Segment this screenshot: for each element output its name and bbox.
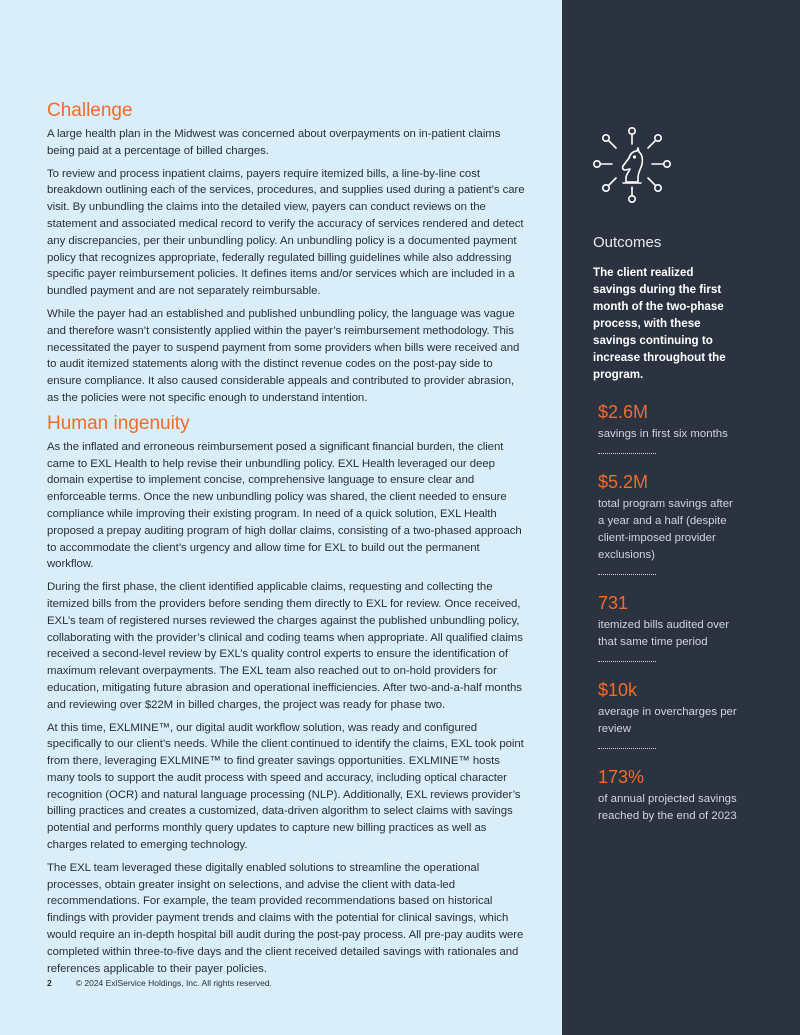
stat-description: itemized bills audited over that same time period <box>598 619 730 648</box>
stat-description: total program savings after a year and a half (despite client-imposed provider exclusions) <box>598 498 733 561</box>
stat-item <box>598 470 738 575</box>
stat-item <box>598 765 738 825</box>
challenge-paragraph: To review and process inpatient claims, payers require itemized bills, a line-by-line cost breakdown outlining each of the services, procedures, and supplies used during a patient’s care visit. By unbundling the claims into the detailed view, payers can conduct reviews on the statement and associated medical record to verify the accuracy of services rendered and detect any discrepancies, per their unbundling policy. An unbundling policy is a documented payment policy that recognizes appropriate, federally regulated billing guidelines while also addressing specific payer reimbursement policies. It defines items and/or services which are included in a bundled payment and are not separately reimbursable. <box>47 167 525 298</box>
copyright-text: © 2024 ExlService Holdings, Inc. All rights reserved. <box>75 978 272 988</box>
human-ingenuity-paragraph: As the inflated and erroneous reimbursement posed a significant financial burden, the client came to EXL Health to help revise their unbundling policy. EXL Health leveraged our deep domain expertise to implement concise, comprehensive language to ensure clear and enforceable terms. Once the new unbundling policy was shared, the client needed to ensure compliance while improving their existing program. In need of a quick solution, EXL Health proposed a prepay auditing program of high dollar claims, consisting of a two-phased approach to accommodate the client’s urgency and allow time for EXL to build out the permanent workflow. <box>47 440 522 571</box>
challenge-paragraph: While the payer had an established and published unbundling policy, the language was vague and therefore wasn’t consistently applied within the payer’s reimbursement methodology. This necessitated the payer to suspend payment from some providers when bills were received and to audit itemized statements along with the distinct revenue codes on the post-pay side to ensure compliance. It also caused considerable appeals and contributed to provider abrasion, as the policies were not specific enough to understand intention. <box>47 307 520 404</box>
stat-item <box>598 400 738 454</box>
stat-value: $5.2M <box>598 472 649 492</box>
stat-divider <box>598 453 656 454</box>
outcomes-stats <box>598 400 738 841</box>
stat-description: average in overcharges per review <box>598 706 737 735</box>
stat-item <box>598 678 738 749</box>
outcomes-heading: Outcomes <box>593 234 662 251</box>
stat-divider <box>598 574 656 575</box>
challenge-section <box>47 100 525 407</box>
stat-value: $2.6M <box>598 402 649 422</box>
chess-knight-network-icon <box>592 126 672 206</box>
stat-divider <box>598 661 656 662</box>
stat-value: 731 <box>598 593 629 613</box>
page-footer <box>47 978 272 988</box>
human-ingenuity-paragraph: During the first phase, the client identified applicable claims, requesting and collecting the itemized bills from the providers before sending them directly to EXL for review. Once received, EXL’s team of registered nurses reviewed the charges against the published unbundling policy, collaborating with the provider’s clinical and coding teams when appropriate. All qualified claims received a second-level review by EXL’s quality control experts to ensure the identification of maximum relevant overpayments. The EXL team also reached out to on-hold providers for education, mitigating future abrasion and operational inefficiencies. After two-and-a-half months and reviewing over $22M in billed charges, the project was ready for phase two. <box>47 581 523 711</box>
challenge-heading: Challenge <box>47 100 133 121</box>
stat-description: savings in first six months <box>598 428 728 440</box>
human-ingenuity-paragraph: At this time, EXLMINE™, our digital audit workflow solution, was ready and configured specifically to our client’s needs. While the client continued to identify the claims, EXL took point from there, leveraging EXLMINE™ to find greater savings opportunities. EXLMINE™ hosts many tools to support the audit process with speed and accuracy, including optical character recognition (OCR) and natural language processing (NLP). Additionally, EXL reviews provider’s billing practices and creates a customized, data-driven algorithm to select claims with savings potential and performs monthly query updates to capture new billing practices as well as charges related to emerging technology. <box>47 721 524 852</box>
stat-value: 173% <box>598 767 645 787</box>
stat-value: $10k <box>598 680 638 700</box>
human-ingenuity-heading: Human ingenuity <box>47 412 190 434</box>
article-body <box>47 100 525 983</box>
page-number: 2 <box>47 978 52 988</box>
stat-divider <box>598 748 656 749</box>
human-ingenuity-paragraph: The EXL team leveraged these digitally enabled solutions to streamline the operational processes, obtain greater insight on selections, and advise the client with data-led recommendations. For example, the team provided recommendations based on historical findings with provider payment trends and claims with the potential for clinical savings, which would require an in-depth hospital bill audit during the post-pay process. All pre-pay audits were completed within three-to-five days and the client received detailed savings with rationales and references applicable to their payer policies. <box>47 861 524 975</box>
stat-description: of annual projected savings reached by the end of 2023 <box>598 793 737 822</box>
challenge-paragraph: A large health plan in the Midwest was concerned about overpayments on in-patient claims being paid at a percentage of billed charges. <box>47 128 501 157</box>
outcomes-intro: The client realized savings during the first month of the two-phase process, with these savings continuing to increase throughout the program. <box>593 266 726 381</box>
stat-item <box>598 591 738 662</box>
human-ingenuity-section <box>47 413 525 978</box>
